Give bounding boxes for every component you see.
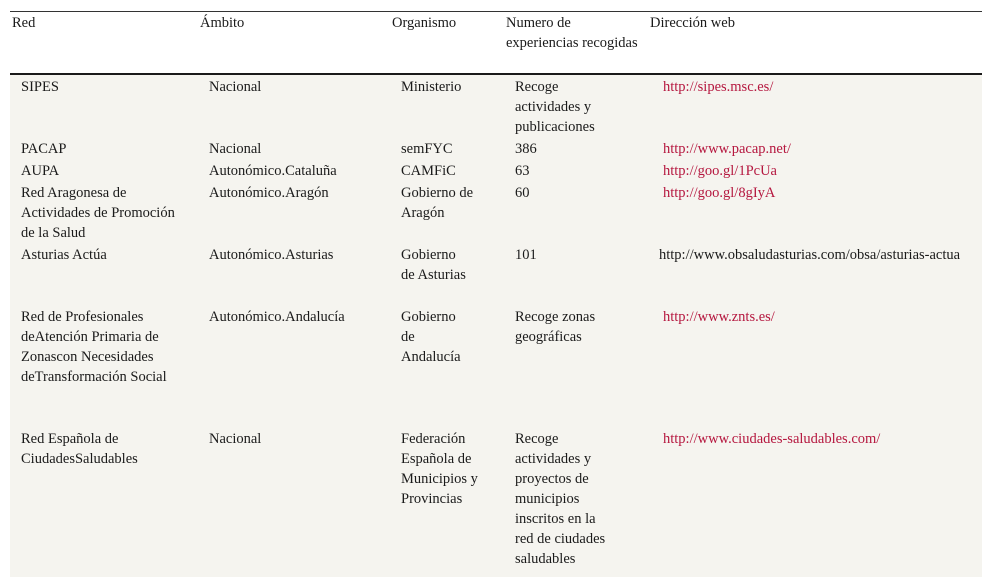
- cell-ambito: Autonómico.Cataluña: [209, 163, 337, 179]
- cell-ambito: Autonómico.Asturias: [209, 247, 334, 263]
- header-organismo: Organismo: [392, 15, 457, 31]
- cell-experiencias: 101: [515, 247, 537, 263]
- cell-web-link[interactable]: http://goo.gl/8gIyA: [663, 185, 776, 201]
- cell-experiencias: Recoge actividades y proyectos de municipios inscritos en la red de ciudades saludables: [515, 431, 606, 567]
- cell-red: AUPA: [21, 163, 60, 179]
- cell-red: PACAP: [21, 141, 67, 157]
- cell-web-text: http://www.obsaludasturias.com/obsa/asturias-actua: [659, 247, 961, 263]
- cell-ambito: Nacional: [209, 79, 262, 95]
- cell-red: Red Aragonesa de Actividades de Promoción de la Salud: [21, 185, 175, 241]
- cell-organismo: Gobierno de Asturias: [401, 247, 466, 283]
- cell-red: SIPES: [21, 79, 59, 95]
- cell-organismo: Federación Española de Municipios y Provincias: [401, 431, 478, 507]
- networks-table: [10, 11, 982, 577]
- header-experiencias: Numero de experiencias recogidas: [506, 15, 638, 51]
- table-header: [10, 12, 982, 75]
- table-body: [10, 75, 982, 577]
- cell-organismo: Gobierno de Aragón: [401, 185, 474, 221]
- cell-web-link[interactable]: http://www.ciudades-saludables.com/: [663, 431, 881, 447]
- cell-experiencias: 386: [515, 141, 537, 157]
- cell-web-link[interactable]: http://sipes.msc.es/: [663, 79, 774, 95]
- cell-organismo: Gobierno de Andalucía: [401, 309, 461, 365]
- cell-experiencias: Recoge zonas geográficas: [515, 309, 596, 345]
- cell-experiencias: 63: [515, 163, 530, 179]
- header-ambito: Ámbito: [200, 15, 245, 31]
- cell-organismo: CAMFiC: [401, 163, 456, 179]
- cell-ambito: Nacional: [209, 141, 262, 157]
- cell-organismo: Ministerio: [401, 79, 462, 95]
- cell-web-link[interactable]: http://www.pacap.net/: [663, 141, 791, 157]
- cell-organismo: semFYC: [401, 141, 453, 157]
- header-web: Dirección web: [650, 15, 735, 31]
- cell-experiencias: 60: [515, 185, 530, 201]
- cell-red: Asturias Actúa: [21, 247, 107, 263]
- cell-web-link[interactable]: http://www.znts.es/: [663, 309, 775, 325]
- cell-web-link[interactable]: http://goo.gl/1PcUa: [663, 163, 777, 179]
- cell-experiencias: Recoge actividades y publicaciones: [515, 79, 595, 135]
- cell-ambito: Nacional: [209, 431, 262, 447]
- cell-ambito: Autonómico.Andalucía: [209, 309, 345, 325]
- cell-red: Red Española de CiudadesSaludables: [21, 431, 138, 467]
- header-red: Red: [12, 15, 36, 31]
- cell-red: Red de Profesionales deAtención Primaria de Zonascon Necesidades deTransformación Social: [21, 309, 167, 385]
- cell-ambito: Autonómico.Aragón: [209, 185, 329, 201]
